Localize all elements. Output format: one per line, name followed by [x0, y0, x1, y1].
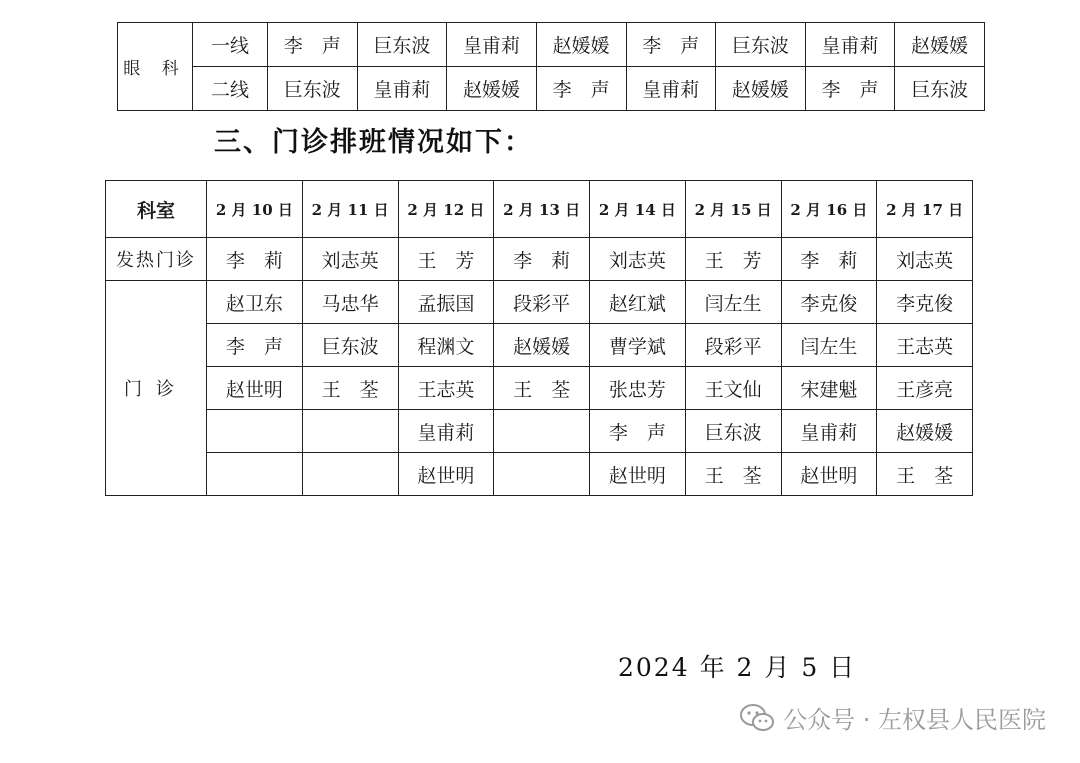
table-cell: 皇甫莉	[805, 23, 895, 67]
table-cell: 巨东波	[268, 67, 358, 111]
table-cell: 李 声	[268, 23, 358, 67]
table-cell: 王志英	[398, 367, 494, 410]
table-cell: 李 声	[207, 324, 303, 367]
table-cell: 李克俊	[877, 281, 973, 324]
header-date: 2 月 16 日	[781, 181, 877, 238]
header-date: 2 月 13 日	[494, 181, 590, 238]
table-row	[106, 281, 973, 324]
table-cell: 刘志英	[877, 238, 973, 281]
table-cell: 李克俊	[781, 281, 877, 324]
table-cell: 王 荃	[302, 367, 398, 410]
table-cell: 李 声	[590, 410, 686, 453]
table-cell: 王彦亮	[877, 367, 973, 410]
table-cell: 王志英	[877, 324, 973, 367]
table-cell: 巨东波	[685, 410, 781, 453]
table-row	[106, 453, 973, 496]
table-row	[106, 410, 973, 453]
table-cell: 赵媛媛	[895, 23, 985, 67]
header-date: 2 月 10 日	[207, 181, 303, 238]
watermark-text: 公众号 · 左权县人民医院	[783, 706, 1046, 734]
header-date: 2 月 17 日	[877, 181, 973, 238]
eye-dept-table	[117, 22, 985, 111]
line-label: 一线	[193, 23, 268, 67]
table-cell: 巨东波	[357, 23, 447, 67]
table-cell	[302, 410, 398, 453]
dept-cell-clinic: 门诊	[106, 281, 207, 496]
table-cell: 刘志英	[302, 238, 398, 281]
table-header-row	[106, 181, 973, 238]
table-cell: 皇甫莉	[357, 67, 447, 111]
table-cell: 皇甫莉	[447, 23, 537, 67]
dept-cell-fever: 发热门诊	[106, 238, 207, 281]
table-cell: 巨东波	[716, 23, 806, 67]
table-cell: 李 莉	[494, 238, 590, 281]
table-cell: 赵媛媛	[447, 67, 537, 111]
line-label: 二线	[193, 67, 268, 111]
table-cell: 赵世明	[590, 453, 686, 496]
dept-cell-eye: 眼 科	[118, 23, 193, 111]
wechat-icon	[739, 703, 775, 733]
table-cell	[302, 453, 398, 496]
table-cell: 赵世明	[781, 453, 877, 496]
table-cell: 皇甫莉	[398, 410, 494, 453]
table-cell: 赵红斌	[590, 281, 686, 324]
header-date: 2 月 15 日	[685, 181, 781, 238]
table-row	[106, 324, 973, 367]
table-cell	[494, 410, 590, 453]
table-row	[118, 23, 985, 67]
table-cell: 王 荃	[494, 367, 590, 410]
table-cell: 宋建魁	[781, 367, 877, 410]
header-date: 2 月 14 日	[590, 181, 686, 238]
table-cell: 王文仙	[685, 367, 781, 410]
table-cell: 闫左生	[685, 281, 781, 324]
table-row	[106, 238, 973, 281]
section-heading: 三、门诊排班情况如下：	[214, 127, 533, 158]
header-date: 2 月 12 日	[398, 181, 494, 238]
watermark	[739, 700, 1046, 735]
table-cell: 赵媛媛	[716, 67, 806, 111]
table-cell: 王 荃	[877, 453, 973, 496]
table-cell: 李 声	[536, 67, 626, 111]
header-date: 2 月 11 日	[302, 181, 398, 238]
table-cell: 张忠芳	[590, 367, 686, 410]
table-cell: 王 芳	[398, 238, 494, 281]
table-cell: 闫左生	[781, 324, 877, 367]
table-cell: 李 莉	[207, 238, 303, 281]
table-cell: 赵世明	[398, 453, 494, 496]
table-cell: 王 荃	[685, 453, 781, 496]
table-cell: 赵媛媛	[494, 324, 590, 367]
table-cell: 李 声	[626, 23, 716, 67]
table-cell: 段彩平	[685, 324, 781, 367]
table-cell: 王 芳	[685, 238, 781, 281]
table-cell	[207, 410, 303, 453]
table-cell: 马忠华	[302, 281, 398, 324]
table-cell: 皇甫莉	[626, 67, 716, 111]
table-row	[118, 67, 985, 111]
document-date: 2024 年 2 月 5 日	[618, 653, 857, 682]
clinic-schedule-table	[105, 180, 973, 496]
table-cell: 巨东波	[895, 67, 985, 111]
table-cell: 曹学斌	[590, 324, 686, 367]
table-cell	[207, 453, 303, 496]
table-cell: 赵世明	[207, 367, 303, 410]
table-cell: 段彩平	[494, 281, 590, 324]
header-dept: 科室	[106, 181, 207, 238]
table-cell: 赵媛媛	[877, 410, 973, 453]
table-cell: 赵卫东	[207, 281, 303, 324]
table-cell: 巨东波	[302, 324, 398, 367]
table-cell: 李 莉	[781, 238, 877, 281]
table-cell: 孟振国	[398, 281, 494, 324]
table-cell: 赵媛媛	[536, 23, 626, 67]
table-cell: 李 声	[805, 67, 895, 111]
table-row	[106, 367, 973, 410]
table-cell: 程渊文	[398, 324, 494, 367]
table-cell	[494, 453, 590, 496]
table-cell: 皇甫莉	[781, 410, 877, 453]
table-cell: 刘志英	[590, 238, 686, 281]
